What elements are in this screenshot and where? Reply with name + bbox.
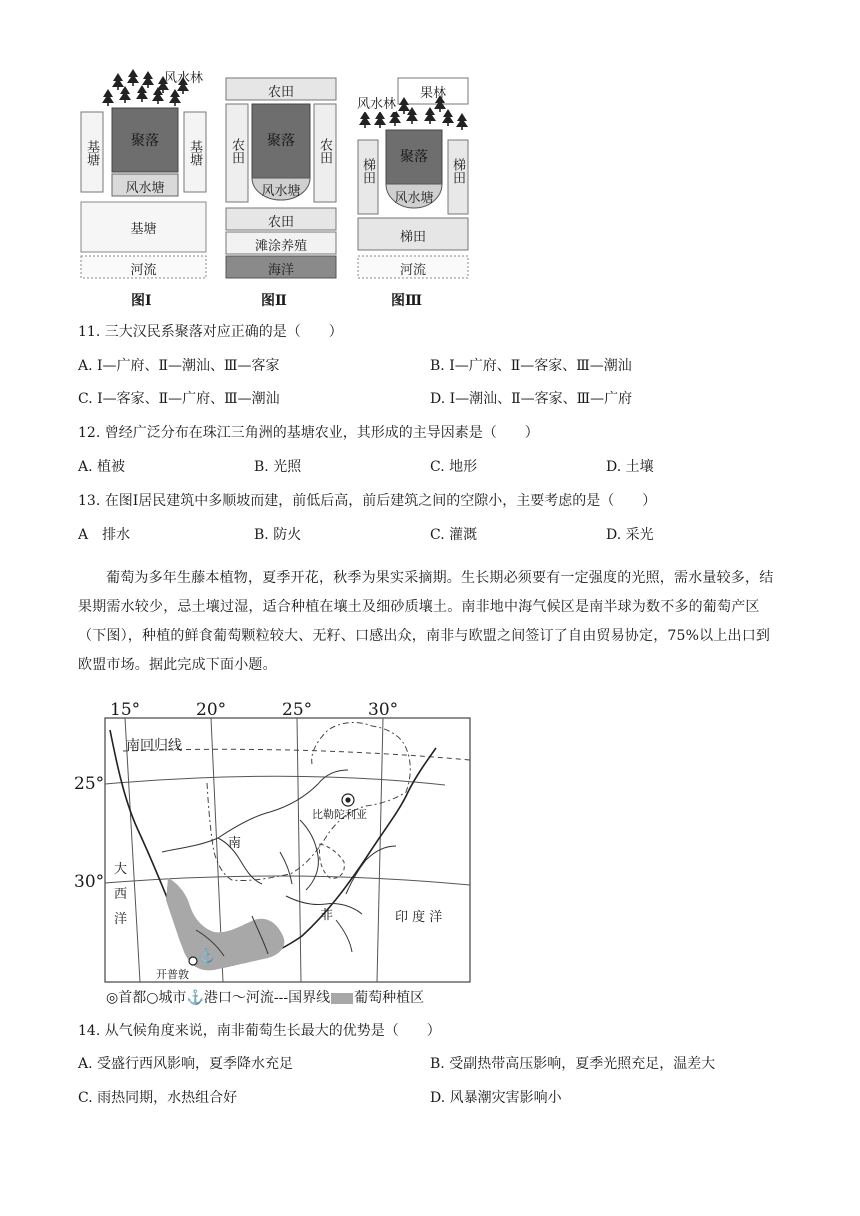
question-13-stem: 13. 在图Ⅰ居民建筑中多顺坡而建，前低后高，前后建筑之间的空隙小，主要考虑的是（ ） bbox=[78, 493, 657, 509]
country-label-1: 南 bbox=[228, 836, 242, 851]
fig3-titian-left-label: 梯田 bbox=[360, 158, 375, 184]
ocean-west-char-2: 西 bbox=[114, 887, 128, 902]
question-14-option-b[interactable]: B. 受副热带高压影响，夏季光照充足，温差大 bbox=[430, 1056, 716, 1072]
legend-city: 城市 bbox=[158, 990, 187, 1006]
question-12-stem: 12. 曾经广泛分布在珠江三角洲的基塘农业，其形成的主导因素是（ ） bbox=[78, 425, 539, 441]
ocean-west-char-3: 洋 bbox=[114, 912, 128, 927]
question-12-option-c[interactable]: C. 地形 bbox=[430, 459, 478, 475]
river-branch-8 bbox=[280, 852, 292, 884]
reading-passage: 葡萄为多年生藤本植物，夏季开花，秋季为果实采摘期。生长期必须要有一定强度的光照，需水量较多，结果期需水较少，忌土壤过湿，适合种植在壤土及细砂质壤土。南非地中海气候区是南半球为数不多的葡萄产区（下图），种植的鲜食葡萄颗粒较大、无籽、口感出众，南非与欧盟之间签订了自由贸易协定，75%以上出口到欧盟市场。据此完成下面小题。 bbox=[78, 570, 774, 673]
port-legend-icon: ⚓ bbox=[186, 990, 204, 1006]
city-legend-icon: ○ bbox=[146, 990, 159, 1006]
question-14-option-d[interactable]: D. 风暴潮灾害影响小 bbox=[430, 1090, 562, 1106]
legend-capital: 首都 bbox=[118, 990, 147, 1006]
grape-area bbox=[166, 878, 284, 970]
lat-label-30: 30° bbox=[74, 872, 105, 892]
city-label: 开普敦 bbox=[156, 968, 189, 981]
fig1-jituo-right-label: 基塘 bbox=[187, 140, 202, 166]
border-legend-icon: --- bbox=[273, 990, 289, 1006]
fig3-fengshuitang-label: 风水塘 bbox=[394, 191, 434, 206]
question-12-option-d[interactable]: D. 土壤 bbox=[606, 459, 654, 475]
legend-grape: 葡萄种植区 bbox=[354, 990, 425, 1006]
fig2-fengshuitang-label: 风水塘 bbox=[261, 184, 301, 199]
question-13-option-b[interactable]: B. 防火 bbox=[254, 527, 302, 543]
legend-border: 国界线 bbox=[288, 990, 331, 1006]
question-11-stem: 11. 三大汉民系聚落对应正确的是（ ） bbox=[78, 324, 343, 340]
lon-label-30: 30° bbox=[368, 700, 399, 720]
question-11-option-d[interactable]: D. Ⅰ—潮汕、Ⅱ—客家、Ⅲ—广府 bbox=[430, 391, 633, 407]
fig1-caption: 图Ⅰ bbox=[131, 293, 152, 309]
capital-icon-dot bbox=[345, 797, 350, 802]
legend-river: 河流 bbox=[245, 990, 274, 1006]
fig1-juluo-label: 聚落 bbox=[131, 133, 159, 149]
parallel-25 bbox=[105, 776, 445, 785]
question-13-option-d[interactable]: D. 采光 bbox=[606, 527, 654, 543]
fig1-jituo-left-label: 基塘 bbox=[84, 140, 99, 166]
fig3-fengshuilin-label: 风水林 bbox=[357, 93, 396, 112]
lat-label-25: 25° bbox=[74, 774, 105, 794]
fig3-titian-bottom-label: 梯田 bbox=[399, 230, 426, 245]
fig2-nongtian-top-label: 农田 bbox=[267, 85, 294, 100]
fig3-juluo-label: 聚落 bbox=[400, 149, 428, 165]
fig1-heliu-label: 河流 bbox=[130, 263, 157, 278]
question-14-option-c[interactable]: C. 雨热同期，水热组合好 bbox=[78, 1090, 238, 1106]
fig3-heliu-label: 河流 bbox=[399, 263, 426, 278]
grape-legend-swatch bbox=[331, 993, 353, 1004]
fig3-titian-right-label: 梯田 bbox=[450, 158, 465, 184]
lon-label-25: 25° bbox=[282, 700, 313, 720]
river-legend-icon: 〜 bbox=[231, 990, 246, 1006]
fig2-nongtian-right-label: 农田 bbox=[317, 138, 332, 164]
fig2-juluo-label: 聚落 bbox=[267, 133, 295, 149]
fig1-jituo-bottom-label: 基塘 bbox=[130, 222, 157, 237]
question-11-option-a[interactable]: A. Ⅰ—广府、Ⅱ—潮汕、Ⅲ—客家 bbox=[78, 358, 280, 374]
river-branch-2 bbox=[300, 820, 318, 890]
lon-label-20: 20° bbox=[196, 700, 227, 720]
meridian-15 bbox=[125, 718, 140, 982]
question-14-stem: 14. 从气候角度来说，南非葡萄生长最大的优势是（ ） bbox=[78, 1023, 441, 1039]
river-branch-5 bbox=[336, 920, 352, 952]
fig2-nongtian-left-label: 农田 bbox=[229, 138, 244, 164]
fig2-haiyang-label: 海洋 bbox=[267, 263, 294, 278]
ocean-east-label: 印 度 洋 bbox=[395, 910, 443, 925]
lon-label-15: 15° bbox=[110, 700, 141, 720]
question-13-option-c[interactable]: C. 灌溉 bbox=[430, 527, 478, 543]
tropic-label: 南回归线 bbox=[126, 738, 182, 754]
city-icon bbox=[189, 957, 197, 965]
capital-legend-icon: ◎ bbox=[106, 990, 119, 1006]
fig2-tantu-label: 滩涂养殖 bbox=[254, 239, 307, 254]
fig1-fengshuilin-label: 风水林 bbox=[164, 71, 204, 86]
question-12-option-a[interactable]: A. 植被 bbox=[78, 459, 126, 475]
question-12-option-b[interactable]: B. 光照 bbox=[254, 459, 302, 475]
legend-port: 港口 bbox=[203, 990, 232, 1006]
map-frame bbox=[105, 718, 470, 982]
question-14-option-a[interactable]: A. 受盛行西风影响，夏季降水充足 bbox=[78, 1056, 294, 1072]
lesotho-border bbox=[319, 844, 344, 878]
fig3-caption: 图Ⅲ bbox=[391, 293, 423, 309]
river-branch-4 bbox=[346, 846, 396, 894]
question-13-option-a[interactable]: A 排水 bbox=[78, 527, 131, 543]
question-11-option-c[interactable]: C. Ⅰ—客家、Ⅱ—广府、Ⅲ—潮汕 bbox=[78, 391, 280, 407]
fig1-fengshuitang-label: 风水塘 bbox=[125, 181, 165, 196]
question-11-option-b[interactable]: B. Ⅰ—广府、Ⅱ—客家、Ⅲ—潮汕 bbox=[430, 358, 632, 374]
meridian-25 bbox=[297, 718, 301, 982]
fig2-caption: 图Ⅱ bbox=[261, 293, 287, 309]
ocean-west-char-1: 大 bbox=[114, 862, 128, 877]
port-anchor-icon: ⚓ bbox=[198, 948, 216, 964]
capital-label: 比勒陀利亚 bbox=[312, 808, 367, 821]
fig2-nongtian-bottom-label: 农田 bbox=[267, 215, 294, 230]
fig3-guolin-label: 果林 bbox=[419, 86, 446, 101]
country-label-2: 非 bbox=[320, 908, 334, 923]
map-legend bbox=[106, 988, 424, 1008]
